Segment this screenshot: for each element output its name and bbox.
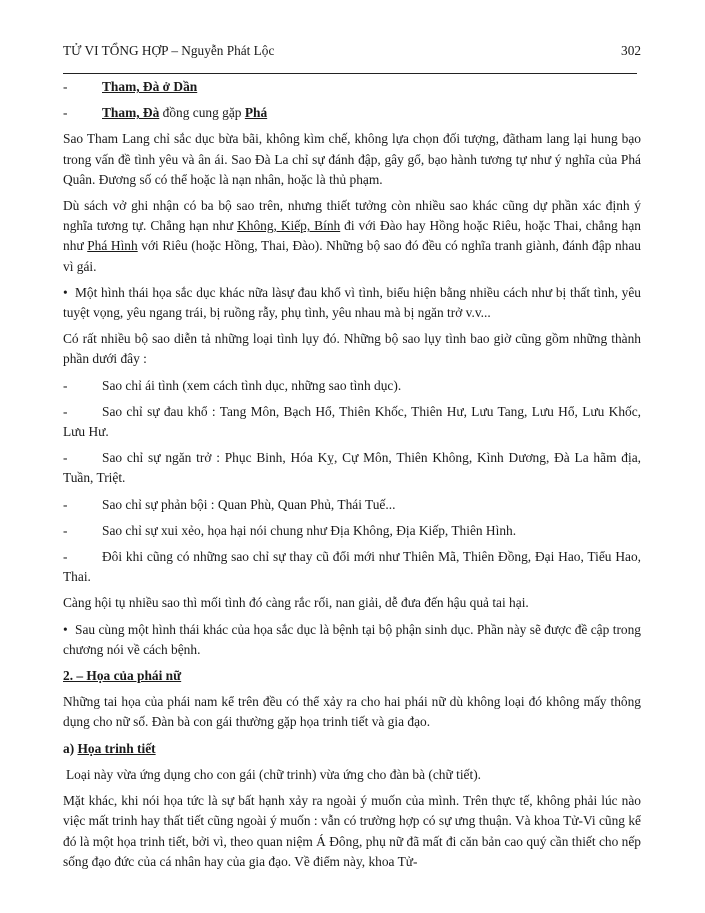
subsection-prefix: a)	[63, 740, 78, 756]
dash-marker: -	[63, 377, 68, 393]
paragraph	[63, 196, 641, 277]
list-item	[63, 402, 641, 442]
underlined-stars: Không, Kiếp, Bính	[237, 218, 341, 234]
page-header	[63, 43, 641, 63]
text-run: với Riêu (hoặc Hồng, Thai, Đào). Những bộ sao đó đều có nghĩa tranh giành, đánh đập nhau vì gái.	[63, 238, 641, 274]
section-heading: 2. – Họa của phái nữ	[63, 668, 182, 684]
header-title: TỬ VI TỔNG HỢP – Nguyễn Phát Lộc	[63, 43, 275, 58]
dash-marker: -	[63, 549, 68, 565]
paragraph: Những tai họa của phái nam kể trên đều có thể xảy ra cho hai phái nữ dù không loại đó không mấy thông dụng cho nữ số. Đàn bà con gái thường gặp họa trinh tiết và gia đạo.	[63, 694, 641, 730]
item-text: Sao chỉ ái tình (xem cách tình dục, những sao tình dục).	[102, 377, 402, 393]
dash-marker: -	[63, 496, 68, 512]
page-number: 302	[621, 43, 641, 58]
paragraph: Loại này vừa ứng dụng cho con gái (chữ trinh) vừa ứng cho đàn bà (chữ tiết).	[66, 766, 482, 782]
list-item	[63, 521, 641, 541]
subsection-heading	[63, 739, 641, 759]
underlined-stars: Phá Hình	[87, 238, 138, 254]
paragraph: Sao Tham Lang chỉ sắc dục bừa bãi, không kìm chế, không lựa chọn đối tượng, đãtham lang lại hung bạo trong vấn đề tình yêu và ân ái. Sao Đà La chỉ sự đánh đập, gây gổ, bạo hành tương tự như ý nghĩa của Phá Quân. Đương số có thể hoặc là nạn nhân, hoặc là thủ phạm.	[63, 131, 641, 187]
item-text: Sao chỉ sự ngăn trở : Phục Binh, Hóa Kỵ, Cự Môn, Thiên Không, Kình Dương, Đà La hãm địa, Tuần, Triệt.	[63, 450, 641, 486]
dash-marker: -	[63, 79, 68, 94]
dash-marker: -	[63, 403, 68, 419]
star-pair: Tham, Đà	[102, 105, 160, 121]
item-text: Sao chỉ sự đau khổ : Tang Môn, Bạch Hổ, Thiên Khốc, Thiên Hư, Lưu Tang, Lưu Hổ, Lưu Khốc, Lưu Hư.	[63, 403, 641, 440]
item-text: Sao chỉ sự xui xẻo, họa hại nói chung như Địa Không, Địa Kiếp, Thiên Hình.	[102, 522, 517, 538]
list-item	[63, 495, 641, 515]
text-run: đi với Đào hay Hồng hoặc Riêu, hoặc Thai, chẳng hạn như	[63, 218, 642, 254]
bullet-icon: •	[63, 284, 68, 300]
item-text: Sao chỉ sự phản bội : Quan Phù, Quan Phủ, Thái Tuế...	[102, 496, 396, 512]
bullet-icon: •	[63, 621, 68, 637]
item-text: Tham, Đà ở Dần	[102, 79, 198, 94]
dash-marker: -	[63, 105, 68, 121]
bullet-paragraph	[63, 283, 641, 323]
list-item	[63, 448, 641, 488]
list-item	[63, 547, 641, 587]
item-text	[102, 103, 267, 123]
paragraph: Càng hội tụ nhiều sao thì mối tình đó càng rắc rối, nan giải, dễ đưa đến hậu quả tai hại.	[63, 595, 529, 611]
star-name: Phá	[244, 105, 268, 121]
dash-marker: -	[63, 522, 68, 538]
list-item	[63, 103, 641, 123]
item-text: Đôi khi cũng có những sao chỉ sự thay cũ đổi mới như Thiên Mã, Thiên Đồng, Đại Hao, Tiểu Hao, Thai.	[63, 549, 641, 585]
list-item	[63, 376, 641, 396]
paragraph: Có rất nhiều bộ sao diễn tả những loại tình lụy đó. Những bộ sao lụy tình bao giờ cũng gồm những thành phần dưới đây :	[63, 331, 641, 367]
bullet-text: Một hình thái họa sắc dục khác nữa làsự đau khổ vì tình, biểu hiện bằng nhiều cách như bị thất tình, yêu tuyệt vọng, yêu ngang trái, bị ruồng rẫy, phụ tình, yêu nhau mà bị ngăn trở v.v...	[63, 284, 641, 321]
page-content	[63, 77, 641, 878]
paragraph: Mặt khác, khi nói họa tức là sự bất hạnh xảy ra ngoài ý muốn của mình. Trên thực tế, không phải lúc nào việc mất trinh hay thất tiết cũng ngoài ý muốn : vẫn có trường hợp có sự ưng thuận. Và khoa Tử-Vi cũng kể đó là một họa trinh tiết, bởi vì, theo quan niệm Á Đông, phụ nữ đã mất đi căn bản cao quý cần thiết cho nếp sống đạo đức của cá nhân hay của gia đạo. Về điểm này, khoa Tử-	[63, 793, 641, 869]
bullet-paragraph	[63, 620, 641, 660]
bullet-text: Sau cùng một hình thái khác của họa sắc dục là bệnh tại bộ phận sinh dục. Phần này sẽ được đề cập trong chương nói về cách bệnh.	[63, 621, 641, 657]
list-item	[63, 77, 641, 97]
header-rule	[63, 73, 637, 74]
subsection-title: Họa trinh tiết	[77, 740, 156, 756]
dash-marker: -	[63, 450, 68, 466]
text-run: Dù sách vở ghi nhận có ba bộ sao trên, nhưng thiết tưởng còn nhiều sao khác cũng dự phần xác định ý nghĩa tương tự. Chẳng hạn như	[63, 198, 641, 234]
item-mid-text: đồng cung gặp	[159, 105, 245, 121]
